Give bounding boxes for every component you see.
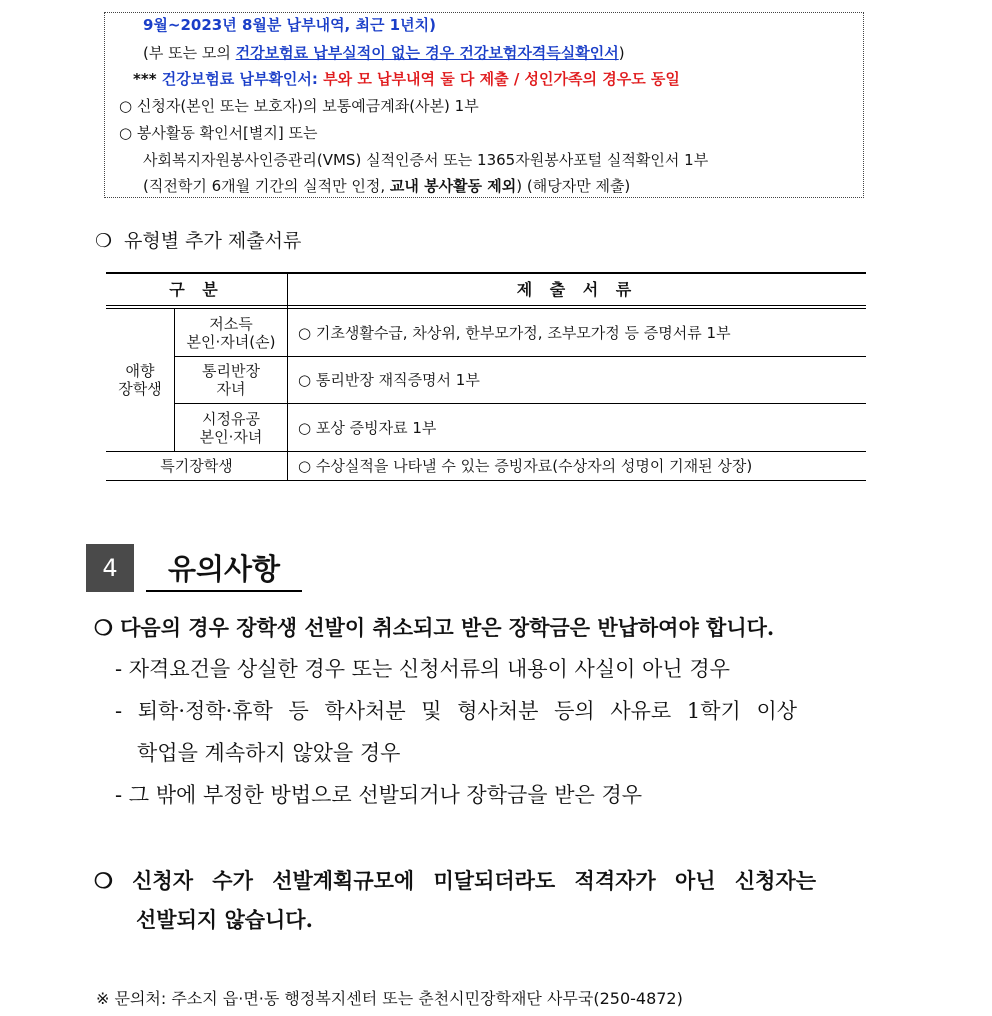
table-row-docs: ○ 포상 증빙자료 1부 — [298, 418, 437, 437]
table-row-docs: ○ 기초생활수급, 차상위, 한부모가정, 조부모가정 등 증명서류 1부 — [298, 323, 731, 342]
section-title-underline — [146, 590, 302, 592]
health-insurance-note: 건강보험료 납부실적이 없는 경우 건강보험자격득실확인서 — [235, 44, 619, 62]
additional-documents-table — [106, 272, 866, 481]
notice-paragraph-2: ❍ 신청자 수가 선발계획규모에 미달되더라도 적격자가 아닌 신청자는 — [94, 868, 817, 893]
document-list-box — [104, 12, 864, 198]
contact-footer: ※ 문의처: 주소지 읍·면·동 행정복지센터 또는 춘천시민장학재단 사무국(250-4872) — [96, 989, 683, 1008]
last-row-docs: ○ 수상실적을 나타낼 수 있는 증빙자료(수상자의 성명이 기재된 상장) — [298, 457, 753, 475]
notice-item-2: - 퇴학·정학·휴학 등 학사처분 및 형사처분 등의 사유로 1학기 이상 — [115, 699, 798, 723]
section-number-badge: 4 — [86, 544, 134, 592]
subsection-heading: ❍ 유형별 추가 제출서류 — [95, 230, 302, 252]
notice-paragraph-2-cont: 선발되지 않습니다. — [136, 907, 313, 932]
box-line-3: *** 건강보험료 납부확인서: 부와 모 납부내역 둘 다 제출 / 성인가족의 경우도 동일 — [133, 70, 680, 88]
box-line-5: ○ 봉사활동 확인서[별지] 또는 — [119, 124, 318, 142]
table-header-documents: 제 출 서 류 — [516, 279, 638, 299]
notice-item-3: - 그 밖에 부정한 방법으로 선발되거나 장학금을 받은 경우 — [115, 783, 643, 807]
table-row-sub: 통리반장 자녀 — [202, 362, 260, 398]
box-line-2: (부 또는 모의 건강보험료 납부실적이 없는 경우 건강보험자격득실확인서) — [143, 44, 625, 62]
box-line-4: ○ 신청자(본인 또는 보호자)의 보통예금계좌(사본) 1부 — [119, 97, 479, 115]
notice-paragraph-1: ❍ 다음의 경우 장학생 선발이 취소되고 받은 장학금은 반납하여야 합니다. — [94, 615, 775, 640]
notice-item-1: - 자격요건을 상실한 경우 또는 신청서류의 내용이 사실이 아닌 경우 — [115, 657, 730, 681]
section-title: 유의사항 — [168, 552, 281, 586]
table-row-sub: 저소득 본인·자녀(손) — [186, 314, 276, 351]
group-label: 애향 장학생 — [118, 362, 162, 398]
table-row-docs: ○ 통리반장 재직증명서 1부 — [298, 371, 480, 389]
table-row-sub: 시정유공 본인·자녀 — [199, 409, 263, 446]
bullet-icon: ❍ — [95, 230, 113, 252]
last-row-category: 특기장학생 — [160, 457, 233, 475]
notice-item-2-cont: 학업을 계속하지 않았을 경우 — [137, 741, 401, 765]
box-line-6: 사회복지자원봉사인증관리(VMS) 실적인증서 또는 1365자원봉사포털 실적확인서 1부 — [143, 151, 709, 169]
table-header-category: 구 분 — [169, 279, 224, 299]
box-line-1: 9월~2023년 8월분 납부내역, 최근 1년치) — [143, 16, 436, 34]
box-line-7: (직전학기 6개월 기간의 실적만 인정, 교내 봉사활동 제외) (해당자만 제출) — [143, 177, 631, 195]
